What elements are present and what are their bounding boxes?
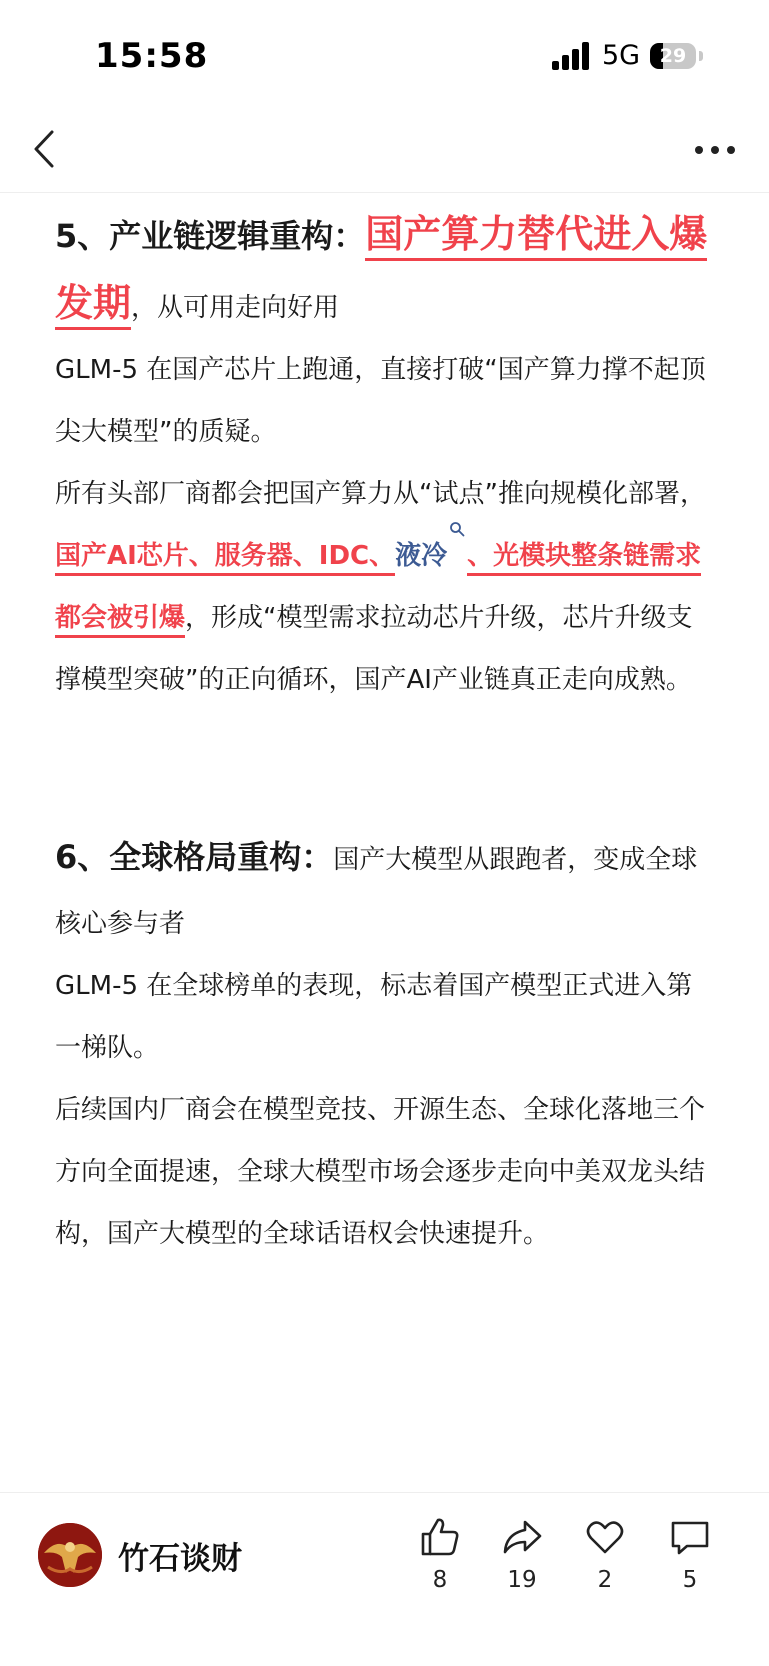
section-6-title: 6、全球格局重构： [55,838,334,876]
section-6-title-tail: 国产大模型从跟跑者，变成全球核心参与者 [55,845,698,939]
status-bar [0,0,769,110]
status-time: 15:58 [95,36,209,76]
section-5-title-tail: ，从可用走向好用 [131,293,340,323]
more-button[interactable] [690,132,740,168]
comment-button[interactable] [660,1515,720,1593]
nav-bar [0,110,769,193]
section-5-heading [55,200,715,339]
section-5-paragraph-2-end: ，形成“模型需求拉动芯片升级，芯片升级支撑模型突破”的正向循环，国产AI产业链真正走向成熟。 [55,603,693,695]
heart-icon [583,1515,627,1559]
like-button[interactable] [410,1515,470,1593]
signal-strength-icon [552,42,592,70]
section-5-paragraph-1: GLM-5 在国产芯片上跑通，直接打破“国产算力撑不起顶尖大模型”的质疑。 [55,355,706,447]
comment-count: 5 [682,1567,698,1593]
search-link-liquid-cooling[interactable]: 液冷 [395,541,448,571]
share-arrow-icon [500,1515,544,1559]
share-count: 19 [507,1567,537,1593]
more-horizontal-icon [690,132,740,168]
section-5-paragraph-2 [55,463,715,711]
battery-cap [699,51,703,61]
section-6-paragraph-1: GLM-5 在全球榜单的表现，标志着国产模型正式进入第一梯队。 [55,971,693,1063]
section-gap [55,711,715,821]
comment-bubble-icon [668,1515,712,1559]
thumbs-up-icon [418,1515,462,1559]
section-5-title: 5、产业链逻辑重构： [55,217,366,255]
author-avatar[interactable] [38,1523,102,1587]
chevron-left-icon [26,124,70,174]
section-5-paragraph-2-start: 所有头部厂商都会把国产算力从“试点”推向规模化部署， [55,479,706,509]
section-6-heading [55,821,715,955]
network-type: 5G [602,40,641,71]
eagle-avatar-icon [38,1523,102,1587]
section-5-title-highlight: 国产算力替代进入爆发期 [55,212,707,330]
article-body [55,200,715,1265]
battery-icon [650,43,696,69]
favorite-count: 2 [597,1567,613,1593]
battery-percent: 29 [659,45,687,67]
highlight-chain-part-1: 国产AI芯片、服务器、IDC、 [55,541,395,576]
section-6-paragraph-2: 后续国内厂商会在模型竞技、开源生态、全球化落地三个方向全面提速，全球大模型市场会逐步走向中美双龙头结构，国产大模型的全球话语权会快速提升。 [55,1095,706,1249]
share-button[interactable] [492,1515,552,1593]
highlight-chain-part-2: 、光模块整条链需求都会被引爆 [55,541,701,638]
bottom-action-bar [0,1492,769,1666]
search-icon[interactable] [449,521,465,537]
author-name[interactable]: 竹石谈财 [118,1541,242,1577]
back-button[interactable] [26,124,70,174]
favorite-button[interactable] [575,1515,635,1593]
like-count: 8 [432,1567,448,1593]
